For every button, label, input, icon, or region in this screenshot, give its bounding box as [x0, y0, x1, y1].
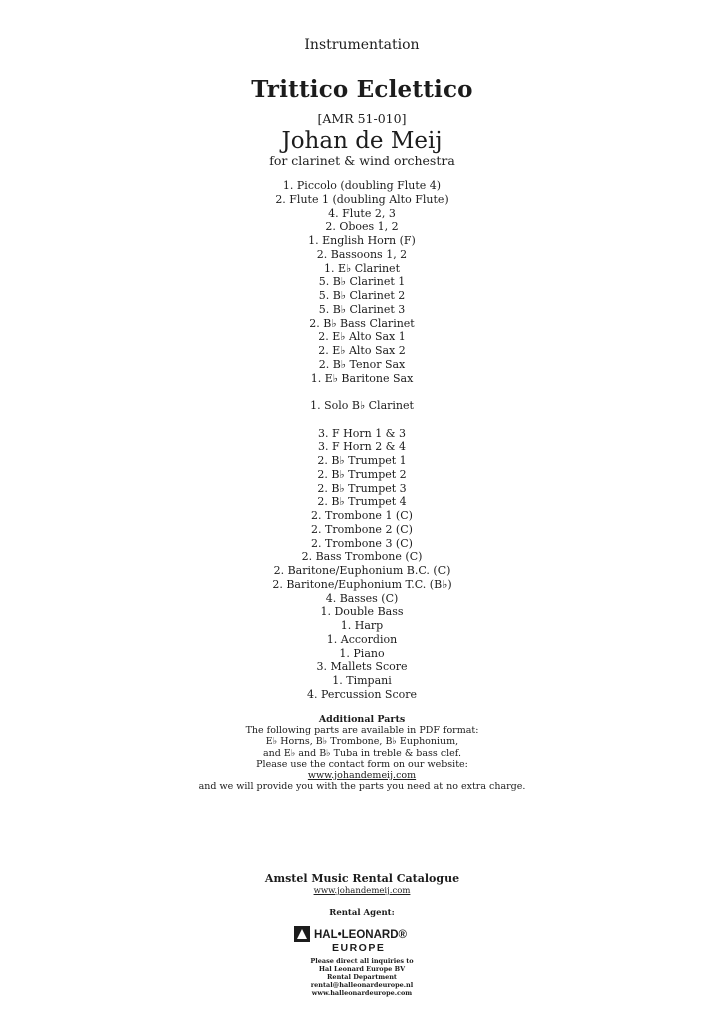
instrument-item: 1. English Horn (F) [308, 234, 416, 247]
instrument-item: 2. Bassoons 1, 2 [316, 247, 408, 261]
instrument-item: 5. B♭ Clarinet 1 [318, 275, 406, 289]
composer-name: Johan de Meij [281, 128, 443, 154]
additional-parts-line: Please use the contact form on our website: [256, 758, 468, 770]
instrument-item: 2. B♭ Tenor Sax [318, 357, 406, 371]
hal-leonard-logo [292, 924, 432, 954]
contact-line: www.halleonardeurope.com [311, 989, 413, 997]
rental-agent-label: Rental Agent: [329, 908, 395, 918]
instrument-group-solo [0, 399, 724, 413]
instrument-item: 1. Accordion [326, 632, 398, 646]
additional-parts [0, 714, 724, 792]
instrument-item: 5. B♭ Clarinet 3 [318, 302, 406, 316]
contact-line: Hal Leonard Europe BV [318, 965, 406, 973]
instrument-item: 2. B♭ Bass Clarinet [309, 316, 415, 330]
instrument-item: 2. E♭ Alto Sax 1 [318, 330, 406, 344]
instrument-item: 2. Baritone/Euphonium T.C. (B♭) [272, 577, 452, 591]
instrument-item: 1. Solo B♭ Clarinet [310, 399, 414, 412]
contact-info [0, 957, 724, 997]
instrument-item: 1. Harp [340, 619, 384, 632]
instrument-item: 2. E♭ Alto Sax 2 [318, 344, 406, 357]
additional-parts-line: The following parts are available in PDF format: [245, 725, 479, 737]
instrument-item: 3. Mallets Score [316, 660, 408, 674]
instrument-item: 2. B♭ Trumpet 2 [317, 467, 407, 481]
instrument-item: 2. Trombone 1 (C) [311, 509, 413, 522]
work-title: Trittico Eclettico [251, 76, 473, 103]
website-link[interactable]: www.johandemeij.com [307, 770, 417, 782]
instrument-list [0, 179, 724, 702]
instrument-item: 1. E♭ Baritone Sax [310, 371, 414, 385]
contact-line: rental@halleonardeurope.nl [310, 981, 414, 989]
page-header: Instrumentation [304, 37, 420, 53]
logo-subtitle: EUROPE [332, 942, 386, 954]
additional-parts-heading: Additional Parts [318, 714, 406, 725]
instrument-group-brass-percussion [0, 427, 724, 702]
instrument-item: 1. Piccolo (doubling Flute 4) [282, 179, 442, 192]
instrument-item: 1. Timpani [332, 674, 392, 687]
instrument-item: 4. Basses (C) [325, 591, 399, 605]
work-subtitle: for clarinet & wind orchestra [269, 153, 455, 168]
contact-line: Please direct all inquiries to [310, 957, 414, 965]
footer [0, 872, 724, 997]
instrument-item: 2. Bass Trombone (C) [301, 550, 423, 564]
instrument-item: 5. B♭ Clarinet 2 [318, 289, 406, 302]
contact-line: Rental Department [327, 973, 397, 981]
instrument-item: 2. Baritone/Euphonium B.C. (C) [273, 564, 451, 577]
instrument-item: 2. B♭ Trumpet 3 [317, 481, 407, 495]
instrument-group-woodwinds [0, 179, 724, 385]
instrument-item: 2. B♭ Trumpet 4 [317, 495, 407, 509]
instrument-item: 2. Oboes 1, 2 [325, 220, 399, 234]
logo-wordmark: HAL•LEONARD® [314, 929, 407, 941]
instrument-item: 3. F Horn 2 & 4 [318, 440, 406, 454]
instrument-item: 1. Piano [339, 646, 385, 660]
catalogue-url[interactable]: www.johandemeij.com [313, 886, 411, 896]
instrument-item: 3. F Horn 1 & 3 [318, 426, 406, 440]
instrument-item: 1. E♭ Clarinet [324, 261, 400, 275]
hal-leonard-emblem-icon [294, 926, 310, 942]
instrument-item: 1. Double Bass [320, 605, 404, 619]
instrument-item: 4. Flute 2, 3 [328, 206, 396, 220]
additional-parts-line: and E♭ and B♭ Tuba in treble & bass clef. [263, 747, 461, 759]
catalog-number: [AMR 51-010] [317, 111, 407, 126]
instrument-item: 2. Flute 1 (doubling Alto Flute) [275, 192, 449, 206]
additional-parts-line: E♭ Horns, B♭ Trombone, B♭ Euphonium, [265, 736, 459, 748]
additional-parts-line: and we will provide you with the parts you need at no extra charge. [198, 781, 526, 793]
instrument-item: 2. Trombone 3 (C) [311, 536, 413, 550]
instrument-item: 2. B♭ Trumpet 1 [317, 454, 407, 467]
instrument-item: 4. Percussion Score [306, 687, 417, 701]
instrument-item: 2. Trombone 2 (C) [311, 522, 413, 536]
catalogue-title: Amstel Music Rental Catalogue [264, 872, 460, 885]
